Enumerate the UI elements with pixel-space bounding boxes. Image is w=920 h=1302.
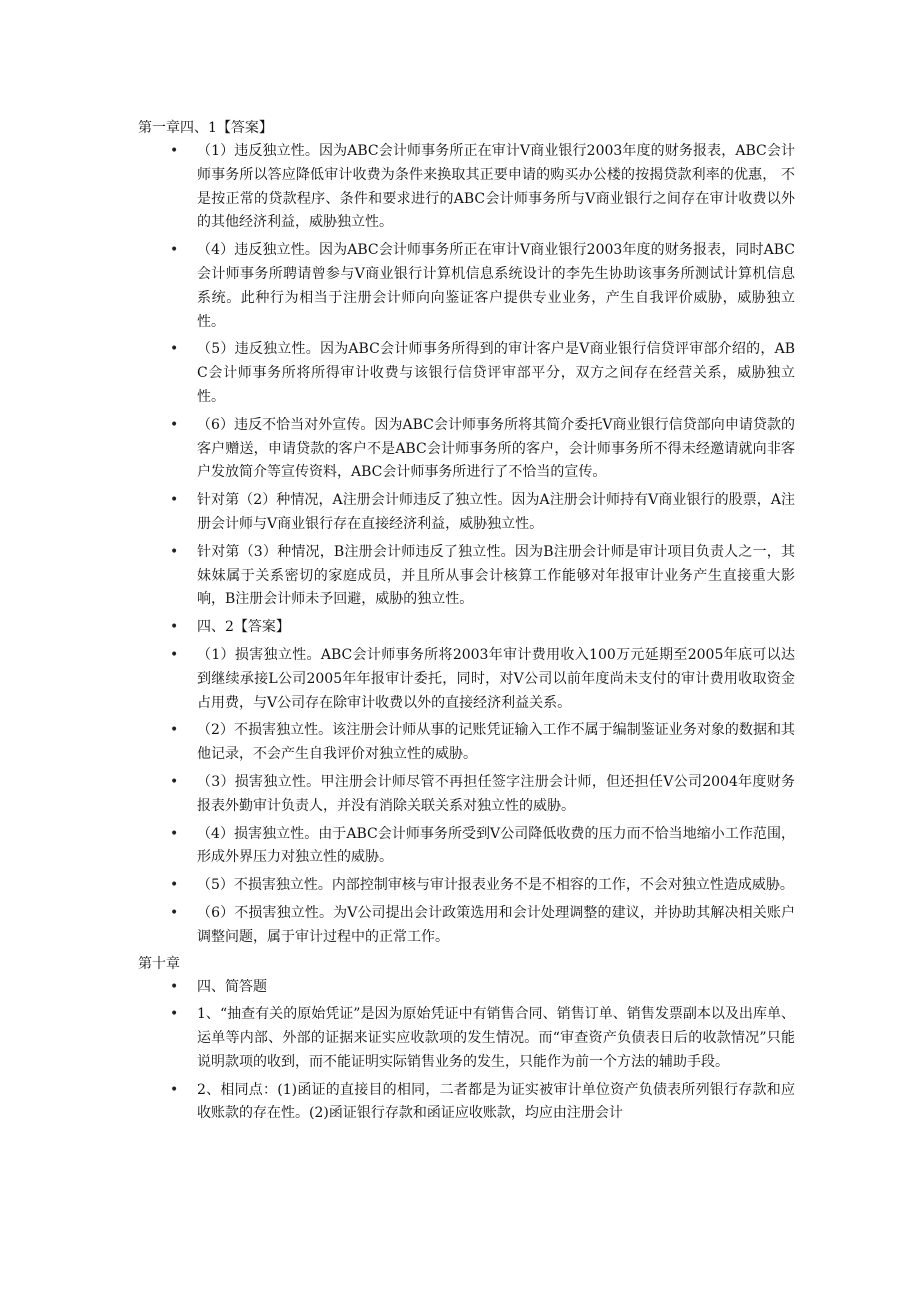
list-item-text: （6）不损害独立性。为V公司提出会计政策选用和会计处理调整的建议，并协助其解决相关账户调整问题，属于审计过程中的正常工作。 [197,904,795,945]
list-item [138,489,920,537]
list-item-text: 2、相同点：(1)函证的直接目的相同，二者都是为证实被审计单位资产负债表所列银行存款和应收账款的存在性。(2)函证银行存款和函证应收账款，均应由注册会计 [197,1081,795,1122]
list-item [138,644,920,715]
list-item [138,902,920,950]
bullet-icon: • [170,1081,179,1098]
list-item-text: （4）损害独立性。由于ABC会计师事务所受到V公司降低收费的压力而不恰当地缩小工作范围，形成外界压力对独立性的威胁。 [197,825,795,866]
list-item-text: （1）违反独立性。因为ABC会计师事务所正在审计V商业银行2003年度的财务报表，ABC会计师事务所以答应降低审计收费为条件来换取其正要申请的购买办公楼的按揭贷款利率的优惠， 不是按正常的贷款程序、条件和要求进行的ABC会计师事务所与V商业银行之间存在审计收费以外的其他经济利益，威胁独立性。 [197,143,795,231]
section-chapter-10 [138,954,920,1127]
list-item-text: 针对第（2）种情况，A注册会计师违反了独立性。因为A注册会计师持有V商业银行的股票，A注册会计师与V商业银行存在直接经济利益，威胁独立性。 [197,492,795,532]
bullet-icon: • [170,416,179,433]
bullet-icon: • [170,722,179,739]
list-item-text: 针对第（3）种情况，B注册会计师违反了独立性。因为B注册会计师是审计项目负责人之一，其妹妹属于关系密切的家庭成员，并且所从事会计核算工作能够对年报审计业务产生直接重大影响，B注册会计师未予回避，威胁的独立性。 [197,543,795,608]
list-item [138,874,920,898]
list-item-text: 四、2【答案】 [197,619,290,636]
list-item-text: （2）不损害独立性。该注册会计师从事的记账凭证输入工作不属于编制鉴证业务对象的数据和其他记录，不会产生自我评价对独立性的威胁。 [197,722,795,763]
section-chapter-1 [138,118,920,950]
bullet-icon: • [170,825,179,842]
section-heading: 第一章四、1【答案】 [138,120,273,136]
bullet-icon: • [170,242,179,259]
bullet-icon: • [170,1006,179,1023]
list-item [138,976,920,1000]
bullet-icon: • [170,543,179,560]
bullet-icon: • [170,904,179,921]
list-item-text: 四、简答题 [197,978,267,995]
list-item [138,823,920,871]
list-item-text: （5）违反独立性。因为ABC会计师事务所得到的审计客户是V商业银行信贷评审部介绍的，ABC会计师事务所将所得审计收费与该银行信贷评审部平分，双方之间存在经营关系，威胁独立性。 [197,341,795,405]
list-item-text: （6）违反不恰当对外宣传。因为ABC会计师事务所将其简介委托V商业银行信贷部向申请贷款的客户赠送，申请贷款的客户不是ABC会计师事务所的客户，会计师事务所不得未经邀请就向非客户发放简介等宣传资料，ABC会计师事务所进行了不恰当的宣传。 [197,416,795,481]
list-item [138,541,920,612]
list-item-text: 1、“抽查有关的原始凭证”是因为原始凭证中有销售合同、销售订单、销售发票副本以及出库单、运单等内部、外部的证据来证实应收款项的发生情况。而“审查资产负债表日后的收款情况”只能说明款项的收到，而不能证明实际销售业务的发生，只能作为前一个方法的辅助手段。 [197,1006,795,1070]
bullet-icon: • [170,773,179,790]
list-item-text: （1）损害独立性。ABC会计师事务所将2003年审计费用收入100万元延期至2005年底可以达到继续承接L公司2005年年报审计委托，同时，对V公司以前年度尚未支付的审计费用收取资金占用费，与V公司存在除审计收费以外的直接经济利益关系。 [197,646,795,711]
list-item [138,719,920,767]
list-item [138,140,920,235]
bullet-icon: • [170,619,179,636]
list-item [138,414,920,485]
bullet-icon: • [170,978,179,995]
bullet-icon: • [170,143,179,159]
list-item [138,338,920,409]
bullet-icon: • [170,646,179,663]
list-item [138,1003,920,1074]
bullet-icon: • [170,877,179,894]
list-item [138,239,920,334]
list-item-text: （3）损害独立性。甲注册会计师尽管不再担任签字注册会计师，但还担任V公司2004年度财务报表外勤审计负责人，并没有消除关联关系对独立性的威胁。 [197,773,795,814]
bullet-icon: • [170,341,179,358]
list-item [138,771,920,819]
bullet-icon: • [170,492,179,509]
list-item-text: （4）违反独立性。因为ABC会计师事务所正在审计V商业银行2003年度的财务报表，同时ABC会计师事务所聘请曾参与V商业银行计算机信息系统设计的李先生协助该事务所测试计算机信息系统。此种行为相当于注册会计师向向鉴证客户提供专业业务，产生自我评价威胁，威胁独立性。 [197,242,795,330]
section-heading: 第十章 [138,955,180,972]
list-item [138,1079,920,1127]
list-item-text: （5）不损害独立性。内部控制审核与审计报表业务不是不相容的工作，不会对独立性造成威胁。 [197,877,794,894]
list-item [138,616,920,640]
